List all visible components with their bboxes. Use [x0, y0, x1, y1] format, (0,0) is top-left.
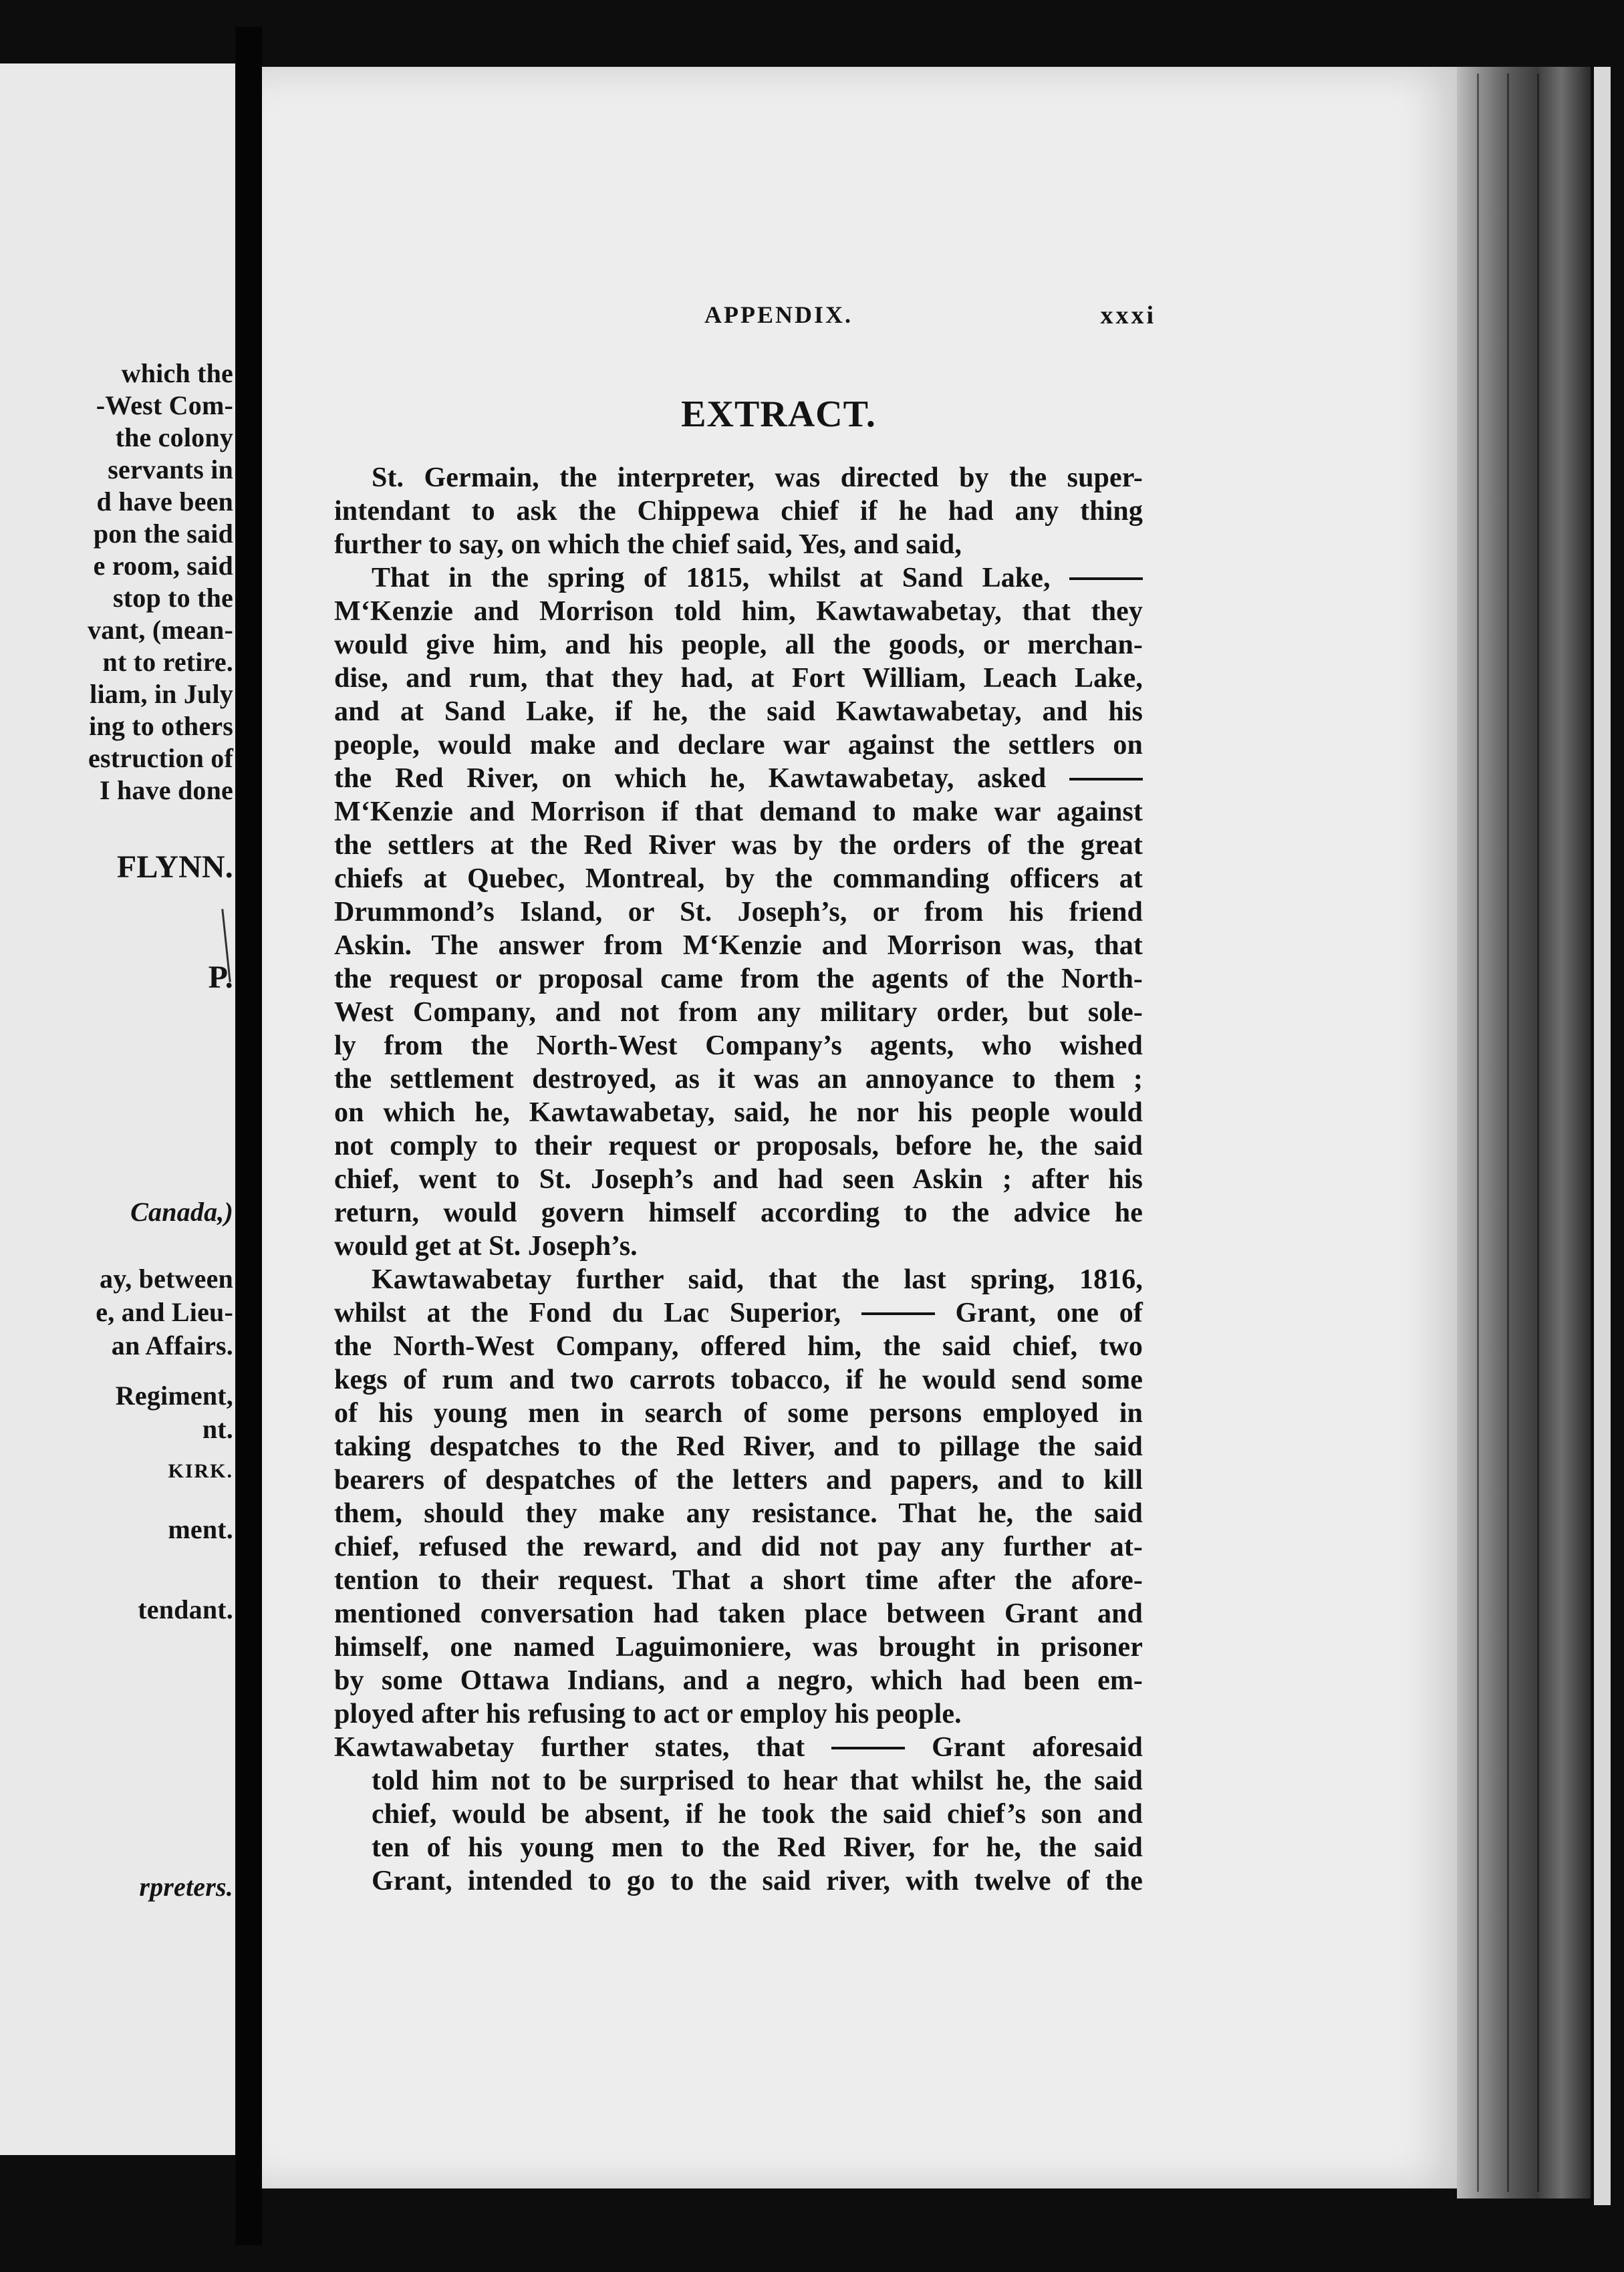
body-line: the settlement destroyed, as it was an annoyance to them ; [334, 1064, 1143, 1095]
left-line: the colony [115, 422, 233, 452]
body-line: tention to their request. That a short time after the afore- [334, 1565, 1143, 1596]
left-line: rpreters. [139, 1872, 233, 1902]
blank-dash [1069, 778, 1143, 780]
body-line-text: Kawtawabetay further states, that [334, 1732, 805, 1763]
left-line: KIRK. [168, 1460, 233, 1482]
body-text [334, 461, 1143, 1898]
body-line-text: Grant, one of [955, 1298, 1143, 1328]
body-line: chief, refused the reward, and did not pay any further at- [334, 1532, 1143, 1562]
blank-dash [1069, 577, 1143, 580]
left-page [0, 63, 239, 2155]
body-line: kegs of rum and two carrots tobacco, if he would send some [334, 1365, 1143, 1395]
body-line: on which he, Kawtawabetay, said, he nor his people would [334, 1097, 1143, 1128]
left-line: estruction of [88, 743, 233, 773]
left-line: stop to the [113, 583, 233, 613]
book-gutter [235, 27, 262, 2245]
body-line: would give him, and his people, all the goods, or merchan- [334, 629, 1143, 660]
body-line: chief, went to St. Joseph’s and had seen Askin ; after his [334, 1164, 1143, 1195]
left-line: an Affairs. [111, 1330, 233, 1361]
body-line [334, 762, 1143, 795]
body-line: Askin. The answer from M‘Kenzie and Morrison was, that [334, 930, 1143, 961]
body-line: Drummond’s Island, or St. Joseph’s, or from his friend [334, 897, 1143, 928]
page-number: xxxi [1100, 301, 1156, 329]
body-line: himself, one named Laguimoniere, was brought in prisoner [334, 1632, 1143, 1663]
left-line: d have been [96, 486, 233, 517]
body-line: taking despatches to the Red River, and to pillage the said [334, 1431, 1143, 1462]
left-line: nt to retire. [102, 647, 233, 677]
body-line [334, 1731, 1143, 1764]
left-line: nt. [202, 1414, 233, 1444]
body-line: not comply to their request or proposals, before he, the said [334, 1131, 1143, 1161]
next-page-edge [1594, 67, 1611, 2205]
left-line: e room, said [93, 551, 233, 581]
body-line: and at Sand Lake, if he, the said Kawtawabetay, and his [334, 696, 1143, 727]
body-line: St. Germain, the interpreter, was directed by the super- [372, 462, 1143, 493]
body-line-text: Grant aforesaid [932, 1732, 1143, 1763]
left-line: Regiment, [115, 1381, 233, 1411]
body-line: Kawtawabetay further said, that the last spring, 1816, [372, 1264, 1143, 1295]
body-line: chief, would be absent, if he took the said chief’s son and [372, 1799, 1143, 1830]
body-line [334, 561, 1143, 595]
left-line: Canada,) [130, 1197, 233, 1227]
left-line: -West Com- [96, 390, 233, 420]
body-line: of his young men in search of some persons employed in [334, 1398, 1143, 1429]
body-line-text: That in the spring of 1815, whilst at Sand Lake, [372, 563, 1051, 593]
body-line: chiefs at Quebec, Montreal, by the commanding officers at [334, 863, 1143, 894]
blank-dash [831, 1747, 905, 1749]
body-line: bearers of despatches of the letters and papers, and to kill [334, 1465, 1143, 1496]
running-head-title: APPENDIX. [704, 301, 853, 328]
body-line: M‘Kenzie and Morrison if that demand to make war against [334, 797, 1143, 827]
body-line: them, should they make any resistance. That he, the said [334, 1498, 1143, 1529]
running-head [401, 301, 1156, 341]
left-line: servants in [108, 454, 233, 484]
body-line: return, would govern himself according to the advice he [334, 1197, 1143, 1228]
page-edge-line [1477, 74, 1479, 2192]
body-line: the North-West Company, offered him, the said chief, two [334, 1331, 1143, 1362]
blank-dash [861, 1312, 935, 1315]
body-line: people, would make and declare war against the settlers on [334, 730, 1143, 760]
left-line: liam, in July [90, 679, 233, 709]
left-line: which the [121, 358, 233, 388]
left-line: tendant. [138, 1594, 233, 1624]
left-line: e, and Lieu- [96, 1297, 233, 1327]
section-heading: EXTRACT. [681, 394, 876, 435]
page-edge-line [1507, 74, 1509, 2192]
body-line [334, 1296, 1143, 1330]
body-line: by some Ottawa Indians, and a negro, which had been em- [334, 1665, 1143, 1696]
body-line: told him not to be surprised to hear that whilst he, the said [372, 1765, 1143, 1796]
page-edge-line [1537, 74, 1539, 2192]
body-line-text: whilst at the Fond du Lac Superior, [334, 1298, 841, 1328]
body-line: the settlers at the Red River was by the orders of the great [334, 830, 1143, 861]
page-edges [1457, 67, 1591, 2198]
body-line: the request or proposal came from the agents of the North- [334, 964, 1143, 994]
body-line-text: the Red River, on which he, Kawtawabetay, asked [334, 763, 1047, 794]
left-signature: FLYNN. [116, 849, 233, 885]
left-line: ing to others [89, 711, 233, 741]
left-heading: P. [208, 960, 233, 995]
body-line: Grant, intended to go to the said river, with twelve of the [372, 1866, 1143, 1896]
body-line: mentioned conversation had taken place between Grant and [334, 1598, 1143, 1629]
body-line: dise, and rum, that they had, at Fort William, Leach Lake, [334, 663, 1143, 694]
body-line: ten of his young men to the Red River, for he, the said [372, 1832, 1143, 1863]
body-line: M‘Kenzie and Morrison told him, Kawtawabetay, that they [334, 596, 1143, 627]
left-line: vant, (mean- [88, 615, 233, 645]
left-line: I have done [99, 775, 233, 805]
body-line: would get at St. Joseph’s. [334, 1231, 638, 1262]
left-line: pon the said [93, 519, 233, 549]
left-line: ment. [168, 1514, 233, 1544]
body-line: ly from the North-West Company’s agents, who wished [334, 1030, 1143, 1061]
body-line: further to say, on which the chief said, Yes, and said, [334, 529, 962, 560]
body-line: ployed after his refusing to act or employ his people. [334, 1699, 962, 1729]
body-line: West Company, and not from any military order, but sole- [334, 997, 1143, 1028]
left-line: ay, between [100, 1264, 233, 1294]
body-line: intendant to ask the Chippewa chief if he had any thing [334, 496, 1143, 527]
